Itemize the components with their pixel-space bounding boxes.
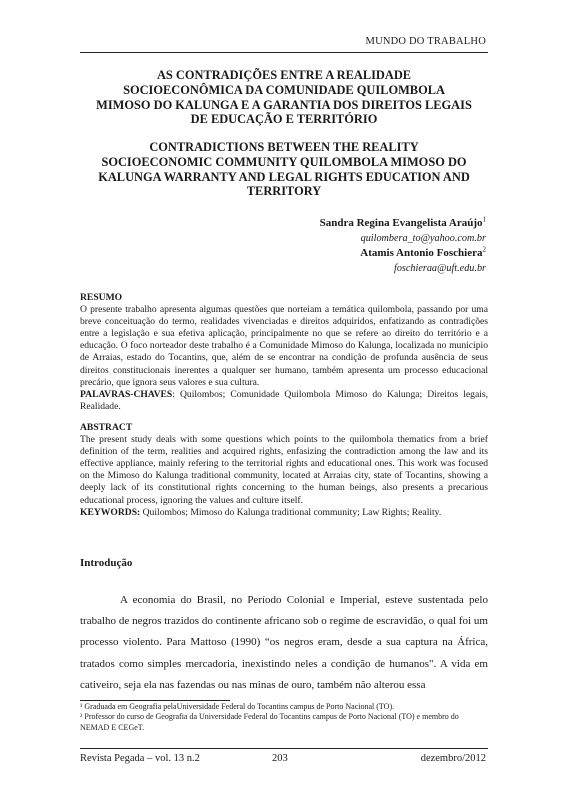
intro-heading: Introdução [80,557,133,569]
footnote-2: ² Professor do curso de Geografia da Universidade Federal do Tocantins campus de Porto Nacional (TO) e membro do NEMAD E CEGeT. [80,712,459,732]
footnote-rule [80,700,230,701]
author-1 [320,216,486,231]
keywords-text: Quilombos; Mimoso do Kalunga traditional community; Law Rights; Reality. [140,506,442,518]
author-2 [320,246,486,261]
title-portuguese [80,68,488,127]
resumo-keywords [80,389,488,413]
intro-paragraph-text: A economia do Brasil, no Período Colonial e Imperial, esteve sustentada pelo trabalho de negros trazidos do continente africano sob o regime de escravidão, o qual foi um processo violento. Para Mattoso (1990) “os negros eram, desde a sua captura na África, tratados como simples mercadoria, inexistindo neles a condição de humanos". A vida em cativeiro, seja ela nas fazendas ou nas minas de ouro, também não alterou essa [80,594,488,691]
resumo-section [80,292,488,413]
page-number: 203 [272,753,288,764]
keywords-text: : Quilombos; Comunidade Quilombola Mimoso do Kalunga; Direitos legais, Realidade. [80,388,488,412]
header-rule [80,52,488,53]
resumo-heading: RESUMO [80,292,123,303]
issue-date: dezembro/2012 [420,753,486,764]
title-en-line: TERRITORY [246,184,322,199]
journal-name: Revista Pegada – vol. 13 n.2 [80,753,200,764]
footnote-marker: 1 [482,215,486,224]
abstract-heading: ABSTRACT [80,422,133,433]
author-name: Sandra Regina Evangelista Araújo [319,217,483,229]
footnote-1: ¹ Graduada em Geografia pelaUniversidade Federal do Tocantins campus de Porto Nacional (TO). [80,702,395,711]
resumo-text: O presente trabalho apresenta algumas questões que norteiam a temática quilombola, passando por uma breve conceituação do termo, realidades vivenciadas e direitos adquiridos, enfatizando as contradições entre a legislação e sua efetiva aplicação, principalmente no que se refere ao direito do território e a educação. O foco norteador deste trabalho é a Comunidade Mimoso do Kalunga, localizada no município de Arraias, estado do Tocantins, que, além de se encontrar na condição de profunda ausência de seus direitos constitucionais inerentes a qualquer ser humano, também apresenta um processo educacional precário, que ignora seus valores e sua cultura. [80,304,488,388]
abstract-section [80,422,488,519]
author-block [320,216,486,276]
abstract-keywords [80,507,488,519]
footnote-marker: 2 [482,245,486,254]
title-pt-line: MIMOSO DO KALUNGA E A GARANTIA DOS DIREITOS LEGAIS [96,97,472,112]
title-en-line: KALUNGA WARRANTY AND LEGAL RIGHTS EDUCATION AND [98,169,470,184]
keywords-label: PALAVRAS-CHAVES [80,388,173,400]
section-label: MUNDO DO TRABALHO [365,36,486,47]
footnotes [80,702,488,733]
author-email[interactable]: quilombera_to@yahoo.com.br [360,233,486,244]
title-pt-line: DE EDUCAÇÃO E TERRITÓRIO [190,112,378,127]
author-name: Atamis Antonio Foschiera [360,247,483,259]
title-en-line: SOCIOECONOMIC COMMUNITY QUILOMBOLA MIMOSO DO [101,154,467,169]
footer-rule [80,748,488,749]
title-pt-line: AS CONTRADIÇÕES ENTRE A REALIDADE [156,68,412,82]
intro-paragraph [80,590,488,696]
abstract-text: The present study deals with some questions which points to the quilombola thematics from a brief definition of the term, realities and acquired rights, enfasizing the contradiction among the law and its effective appliance, mainly refering to the territorial rights and educational ones. This work was focused on the Mimoso do Kalunga traditional community, located at Arraias city, state of Tocantins, showing a deeply lack of its constitutional rights concerning to the human beings, also presents a precarious educational process, ignoring the values and culture itself. [80,434,488,506]
author-email[interactable]: foschieraa@uft.edu.br [394,263,486,274]
title-english [80,140,488,199]
title-en-line: CONTRADICTIONS BETWEEN THE REALITY [149,140,419,154]
keywords-label: KEYWORDS: [80,506,141,518]
title-pt-line: SOCIOECONÔMICA DA COMUNIDADE QUILOMBOLA [123,82,445,97]
